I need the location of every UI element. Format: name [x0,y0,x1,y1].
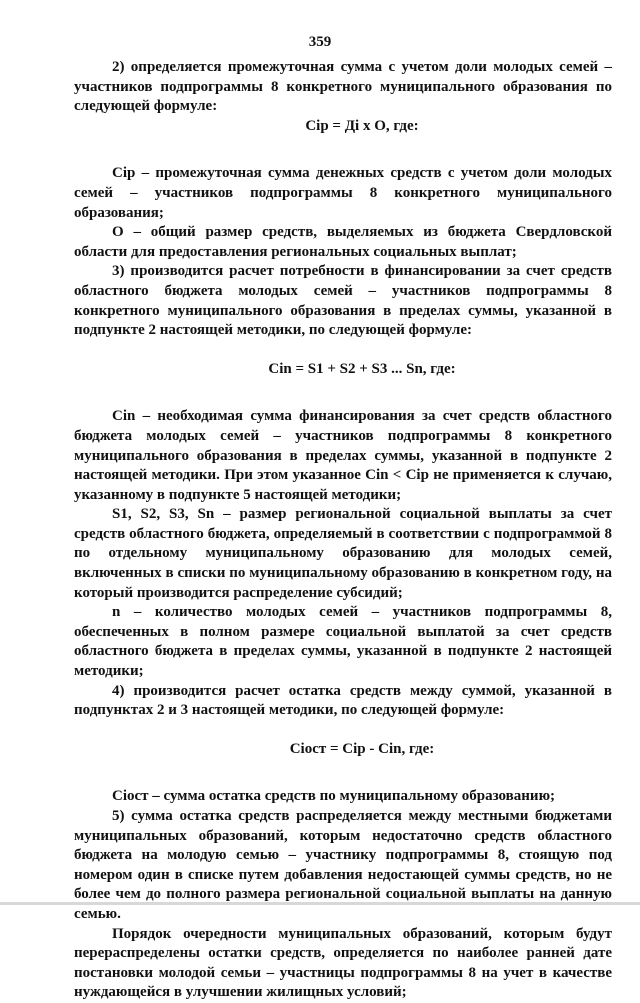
paragraph-item-4: 4) производится расчет остатка средств между суммой, указанной в подпунктах 2 и 3 настоящей методики, по следующей формуле: [74,682,612,719]
paragraph-cin-definition: Сin – необходимая сумма финансирования за счет средств областного бюджета молодых семей – участников подпрограммы 8 конкретного муниципального образования в пределах суммы, указанной в подпункте 2 настоящей методики. При этом указанное Сin < Сip не применяется к случаю, указанному в подпункте 5 настоящей методики; [74,408,612,503]
paragraph-cip-definition: Сip – промежуточная сумма денежных средств с учетом доли молодых семей – участников подпрограммы 8 конкретного муниципального образования; [74,165,612,221]
paragraph-item-5: 5) сумма остатка средств распределяется между местными бюджетами муниципальных образований, которым недостаточно средств областного бюджета на молодую семью – участнику подпрограммы 8, стоящую под номером один в списке путем добавления недостающей суммы средств, но не более чем до полного размера региональной социальной выплаты на данную семью. [74,808,612,922]
paragraph-item-3: 3) производится расчет потребности в финансировании за счет средств областного бюджета молодых семей – участников подпрограммы 8 конкретного муниципального образования в пределах суммы, указанной в подпункте 2 настоящей методики, по следующей формуле: [74,263,612,339]
paragraph-o-definition: О – общий размер средств, выделяемых из бюджета Свердловской области для предоставления региональных социальных выплат; [74,224,612,260]
paragraph-item-2: 2) определяется промежуточная сумма с учетом доли молодых семей – участников подпрограммы 8 конкретного муниципального образования по следующей формуле: [74,59,612,115]
paragraph-order: Порядок очередности муниципальных образований, которым будут перераспределены остатки средств, определяется по наиболее ранней дате постановки молодой семьи – участницы подпрограммы 8 на учет в качестве нуждающейся в улучшении жилищных условий; [74,925,612,1001]
paragraph-ciost-definition: Сiост – сумма остатка средств по муниципальному образованию; [112,788,556,805]
paragraph-n-definition: n – количество молодых семей – участников подпрограммы 8, обеспеченных в полном размере социальной выплатой за счет средств областного бюджета в пределах суммы, указанной в подпункте 2 настоящей методики; [74,604,612,680]
paragraph-s-definition: S1, S2, S3, Sn – размер региональной социальной выплаты за счет средств областного бюджета, определяемый в соответствии с подпрограммой 8 по отдельному муниципальному образованию для молодых семей, включенных в списки по муниципальному образованию в конкретном году, на который производится распределение субсидий; [74,506,612,601]
formula-ciost: Сiост = Сip - Сin, где: [289,740,435,757]
page-number: 359 [308,34,332,50]
document-body [74,58,612,1003]
formula-cip: Сip = Дi x О, где: [305,117,419,134]
formula-cin: Сin = S1 + S2 + S3 ... Sn, где: [268,360,456,377]
